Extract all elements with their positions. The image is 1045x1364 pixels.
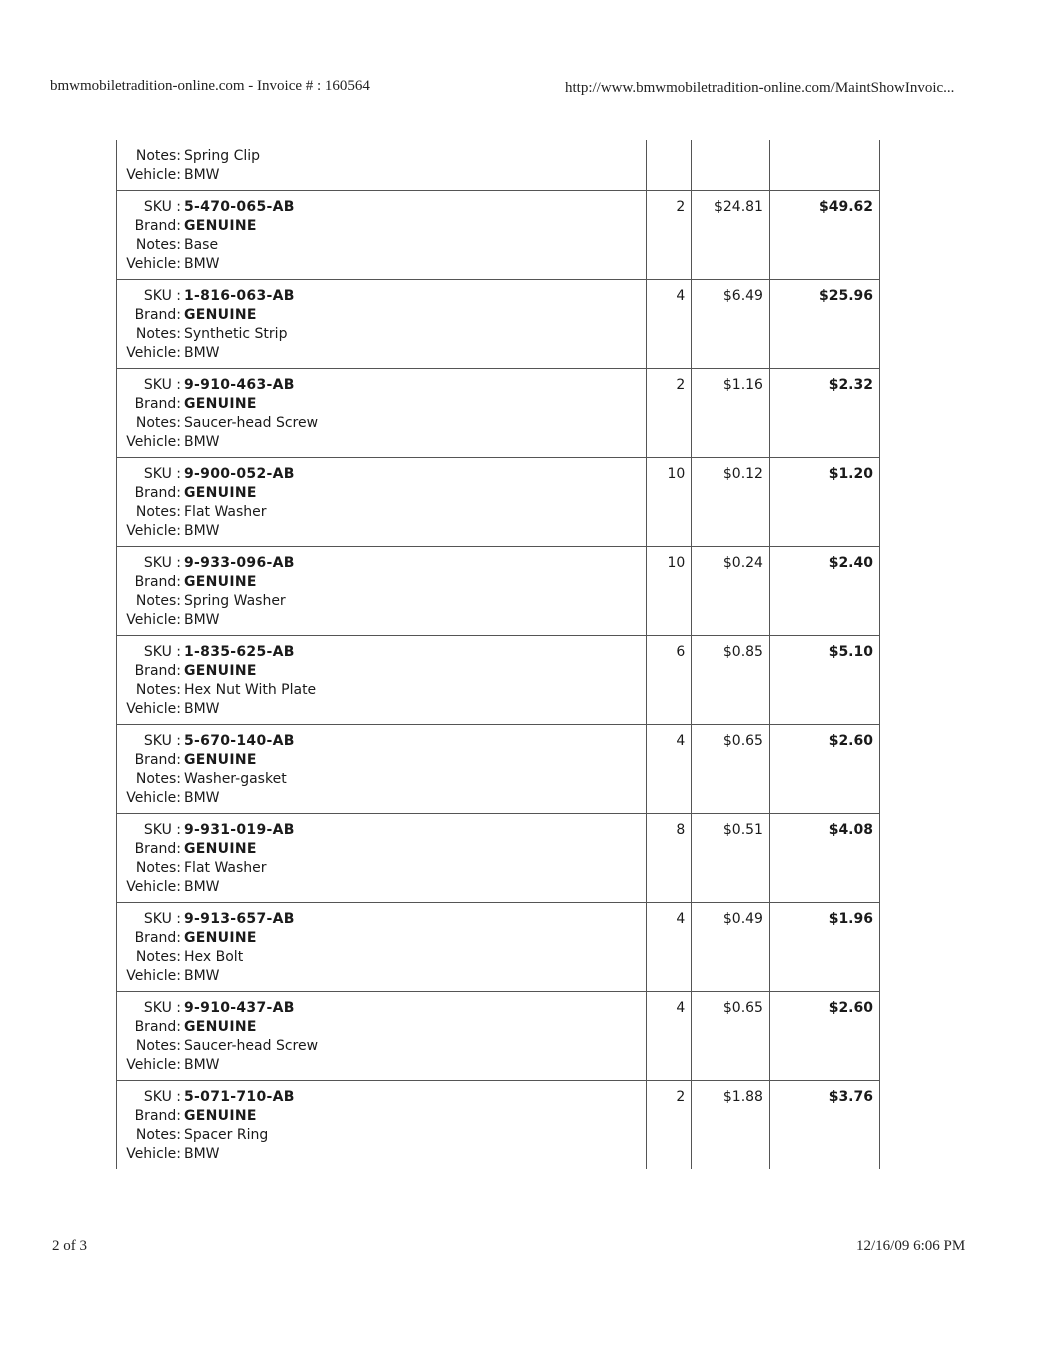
item-price-cell: [692, 725, 770, 814]
notes-label: Notes:: [135, 682, 181, 698]
item-line-total: $2.40: [828, 555, 873, 571]
brand-label: Brand:: [134, 485, 181, 501]
item-description-cell: [117, 140, 647, 191]
brand-value: GENUINE: [184, 663, 257, 679]
item-qty-cell: [647, 191, 692, 280]
item-qty: 4: [676, 733, 686, 749]
item-price-cell: [692, 369, 770, 458]
item-line-total: $5.10: [828, 644, 873, 660]
item-price-cell: [692, 191, 770, 280]
sku-label: SKU :: [143, 644, 181, 660]
invoice-items-table: [116, 140, 880, 1169]
vehicle-label: Vehicle:: [126, 790, 181, 806]
item-description-cell: [117, 280, 647, 369]
sku-label: SKU :: [143, 733, 181, 749]
sku-value: 9-910-463-AB: [184, 377, 295, 393]
brand-value: GENUINE: [184, 1019, 257, 1035]
sku-value: 9-910-437-AB: [184, 1000, 295, 1016]
vehicle-value: BMW: [184, 345, 220, 361]
print-datetime: 12/16/09 6:06 PM: [856, 1238, 966, 1254]
brand-label: Brand:: [134, 307, 181, 323]
item-price-cell: [692, 458, 770, 547]
notes-label: Notes:: [135, 237, 181, 253]
notes-value: Flat Washer: [184, 860, 267, 876]
page-number: 2 of 3: [52, 1238, 87, 1254]
sku-label: SKU :: [143, 1089, 181, 1105]
item-qty: 4: [676, 911, 686, 927]
item-total-cell: [770, 1081, 879, 1169]
notes-value: Hex Bolt: [184, 949, 244, 965]
item-total-cell: [770, 280, 879, 369]
notes-value: Flat Washer: [184, 504, 267, 520]
item-description-cell: [117, 903, 647, 992]
brand-value: GENUINE: [184, 218, 257, 234]
brand-label: Brand:: [134, 930, 181, 946]
item-total-cell: [770, 636, 879, 725]
invoice-items-body: [117, 140, 879, 1169]
item-unit-price: $1.16: [722, 377, 763, 393]
item-qty-cell: [647, 725, 692, 814]
vehicle-value: BMW: [184, 167, 220, 183]
vehicle-label: Vehicle:: [126, 1146, 181, 1162]
vehicle-value: BMW: [184, 968, 220, 984]
vehicle-value: BMW: [184, 1146, 220, 1162]
brand-value: GENUINE: [184, 485, 257, 501]
item-description-cell: [117, 1081, 647, 1169]
table-row: [117, 1081, 879, 1169]
vehicle-value: BMW: [184, 879, 220, 895]
sku-label: SKU :: [143, 377, 181, 393]
item-description-cell: [117, 547, 647, 636]
item-price-cell: [692, 636, 770, 725]
table-row-continued: [117, 140, 879, 191]
brand-label: Brand:: [134, 1108, 181, 1124]
item-description-cell: [117, 458, 647, 547]
vehicle-label: Vehicle:: [126, 701, 181, 717]
item-qty: 6: [676, 644, 686, 660]
sku-value: 5-670-140-AB: [184, 733, 295, 749]
item-qty-cell: [647, 814, 692, 903]
brand-label: Brand:: [134, 752, 181, 768]
notes-label: Notes:: [135, 949, 181, 965]
notes-label: Notes:: [135, 1038, 181, 1054]
sku-label: SKU :: [143, 466, 181, 482]
item-total-cell: [770, 547, 879, 636]
vehicle-label: Vehicle:: [126, 1057, 181, 1073]
item-description-cell: [117, 725, 647, 814]
sku-label: SKU :: [143, 555, 181, 571]
vehicle-value: BMW: [184, 612, 220, 628]
item-description-cell: [117, 992, 647, 1081]
item-price-cell: [692, 280, 770, 369]
item-unit-price: $0.24: [722, 555, 763, 571]
item-line-total: $3.76: [828, 1089, 873, 1105]
vehicle-value: BMW: [184, 523, 220, 539]
item-qty-cell: [647, 140, 692, 191]
item-unit-price: $0.51: [722, 822, 763, 838]
vehicle-value: BMW: [184, 434, 220, 450]
item-qty-cell: [647, 903, 692, 992]
item-price-cell: [692, 903, 770, 992]
item-total-cell: [770, 903, 879, 992]
sku-label: SKU :: [143, 911, 181, 927]
item-qty: 10: [667, 466, 686, 482]
brand-label: Brand:: [134, 663, 181, 679]
item-qty-cell: [647, 458, 692, 547]
item-unit-price: $0.49: [722, 911, 763, 927]
item-qty-cell: [647, 547, 692, 636]
page-header-title: bmwmobiletradition-online.com - Invoice # : 160564: [50, 78, 370, 94]
item-qty: 2: [676, 377, 686, 393]
brand-value: GENUINE: [184, 396, 257, 412]
table-row: [117, 458, 879, 547]
table-row: [117, 369, 879, 458]
table-row: [117, 814, 879, 903]
brand-label: Brand:: [134, 396, 181, 412]
notes-label: Notes:: [135, 415, 181, 431]
item-total-cell: [770, 369, 879, 458]
sku-value: 1-816-063-AB: [184, 288, 295, 304]
item-line-total: $2.60: [828, 733, 873, 749]
item-qty: 2: [676, 199, 686, 215]
item-line-total: $2.60: [828, 1000, 873, 1016]
sku-value: 9-933-096-AB: [184, 555, 295, 571]
notes-value: Synthetic Strip: [184, 326, 288, 342]
sku-value: 5-071-710-AB: [184, 1089, 295, 1105]
item-line-total: $2.32: [828, 377, 873, 393]
item-qty-cell: [647, 992, 692, 1081]
item-price-cell: [692, 814, 770, 903]
vehicle-label: Vehicle:: [126, 434, 181, 450]
notes-value: Base: [184, 237, 219, 253]
sku-label: SKU :: [143, 288, 181, 304]
item-unit-price: $0.12: [722, 466, 763, 482]
sku-label: SKU :: [143, 199, 181, 215]
notes-label: Notes:: [135, 326, 181, 342]
notes-label: Notes:: [135, 593, 181, 609]
brand-value: GENUINE: [184, 307, 257, 323]
item-price-cell: [692, 140, 770, 191]
item-total-cell: [770, 140, 879, 191]
notes-label: Notes:: [135, 148, 181, 164]
item-qty-cell: [647, 1081, 692, 1169]
vehicle-label: Vehicle:: [126, 879, 181, 895]
notes-value: Spring Washer: [184, 593, 286, 609]
notes-label: Notes:: [135, 504, 181, 520]
item-unit-price: $0.65: [722, 1000, 763, 1016]
brand-label: Brand:: [134, 1019, 181, 1035]
sku-value: 9-913-657-AB: [184, 911, 295, 927]
table-row: [117, 191, 879, 280]
item-qty: 4: [676, 1000, 686, 1016]
notes-label: Notes:: [135, 771, 181, 787]
item-qty: 8: [676, 822, 686, 838]
table-row: [117, 903, 879, 992]
brand-value: GENUINE: [184, 841, 257, 857]
vehicle-value: BMW: [184, 1057, 220, 1073]
item-qty: 2: [676, 1089, 686, 1105]
brand-label: Brand:: [134, 841, 181, 857]
item-total-cell: [770, 992, 879, 1081]
brand-value: GENUINE: [184, 574, 257, 590]
page-header-url: http://www.bmwmobiletradition-online.com/MaintShowInvoic...: [565, 80, 955, 96]
item-description-cell: [117, 814, 647, 903]
sku-label: SKU :: [143, 822, 181, 838]
sku-value: 9-931-019-AB: [184, 822, 295, 838]
vehicle-label: Vehicle:: [126, 256, 181, 272]
vehicle-value: BMW: [184, 790, 220, 806]
item-unit-price: $24.81: [713, 199, 763, 215]
notes-label: Notes:: [135, 1127, 181, 1143]
item-unit-price: $0.85: [722, 644, 763, 660]
notes-value: Spring Clip: [184, 148, 261, 164]
item-total-cell: [770, 814, 879, 903]
notes-value: Spacer Ring: [184, 1127, 269, 1143]
vehicle-label: Vehicle:: [126, 345, 181, 361]
sku-value: 9-900-052-AB: [184, 466, 295, 482]
item-price-cell: [692, 547, 770, 636]
item-qty-cell: [647, 369, 692, 458]
item-line-total: $49.62: [818, 199, 873, 215]
table-row: [117, 280, 879, 369]
item-total-cell: [770, 458, 879, 547]
table-row: [117, 636, 879, 725]
vehicle-label: Vehicle:: [126, 167, 181, 183]
table-row: [117, 992, 879, 1081]
brand-label: Brand:: [134, 574, 181, 590]
brand-label: Brand:: [134, 218, 181, 234]
sku-label: SKU :: [143, 1000, 181, 1016]
item-description-cell: [117, 191, 647, 280]
item-line-total: $4.08: [828, 822, 873, 838]
sku-value: 5-470-065-AB: [184, 199, 295, 215]
item-total-cell: [770, 191, 879, 280]
item-line-total: $1.96: [828, 911, 873, 927]
table-row: [117, 547, 879, 636]
item-qty-cell: [647, 636, 692, 725]
sku-value: 1-835-625-AB: [184, 644, 295, 660]
vehicle-value: BMW: [184, 256, 220, 272]
vehicle-label: Vehicle:: [126, 968, 181, 984]
item-price-cell: [692, 1081, 770, 1169]
vehicle-value: BMW: [184, 701, 220, 717]
brand-value: GENUINE: [184, 752, 257, 768]
brand-value: GENUINE: [184, 1108, 257, 1124]
table-row: [117, 725, 879, 814]
notes-value: Hex Nut With Plate: [184, 682, 317, 698]
item-line-total: $25.96: [818, 288, 873, 304]
notes-value: Saucer-head Screw: [184, 1038, 319, 1054]
notes-label: Notes:: [135, 860, 181, 876]
notes-value: Washer-gasket: [184, 771, 287, 787]
vehicle-label: Vehicle:: [126, 523, 181, 539]
item-description-cell: [117, 636, 647, 725]
item-unit-price: $0.65: [722, 733, 763, 749]
item-qty: 10: [667, 555, 686, 571]
item-qty: 4: [676, 288, 686, 304]
brand-value: GENUINE: [184, 930, 257, 946]
item-line-total: $1.20: [828, 466, 873, 482]
item-unit-price: $6.49: [722, 288, 763, 304]
item-qty-cell: [647, 280, 692, 369]
item-total-cell: [770, 725, 879, 814]
notes-value: Saucer-head Screw: [184, 415, 319, 431]
item-unit-price: $1.88: [722, 1089, 763, 1105]
vehicle-label: Vehicle:: [126, 612, 181, 628]
item-description-cell: [117, 369, 647, 458]
item-price-cell: [692, 992, 770, 1081]
